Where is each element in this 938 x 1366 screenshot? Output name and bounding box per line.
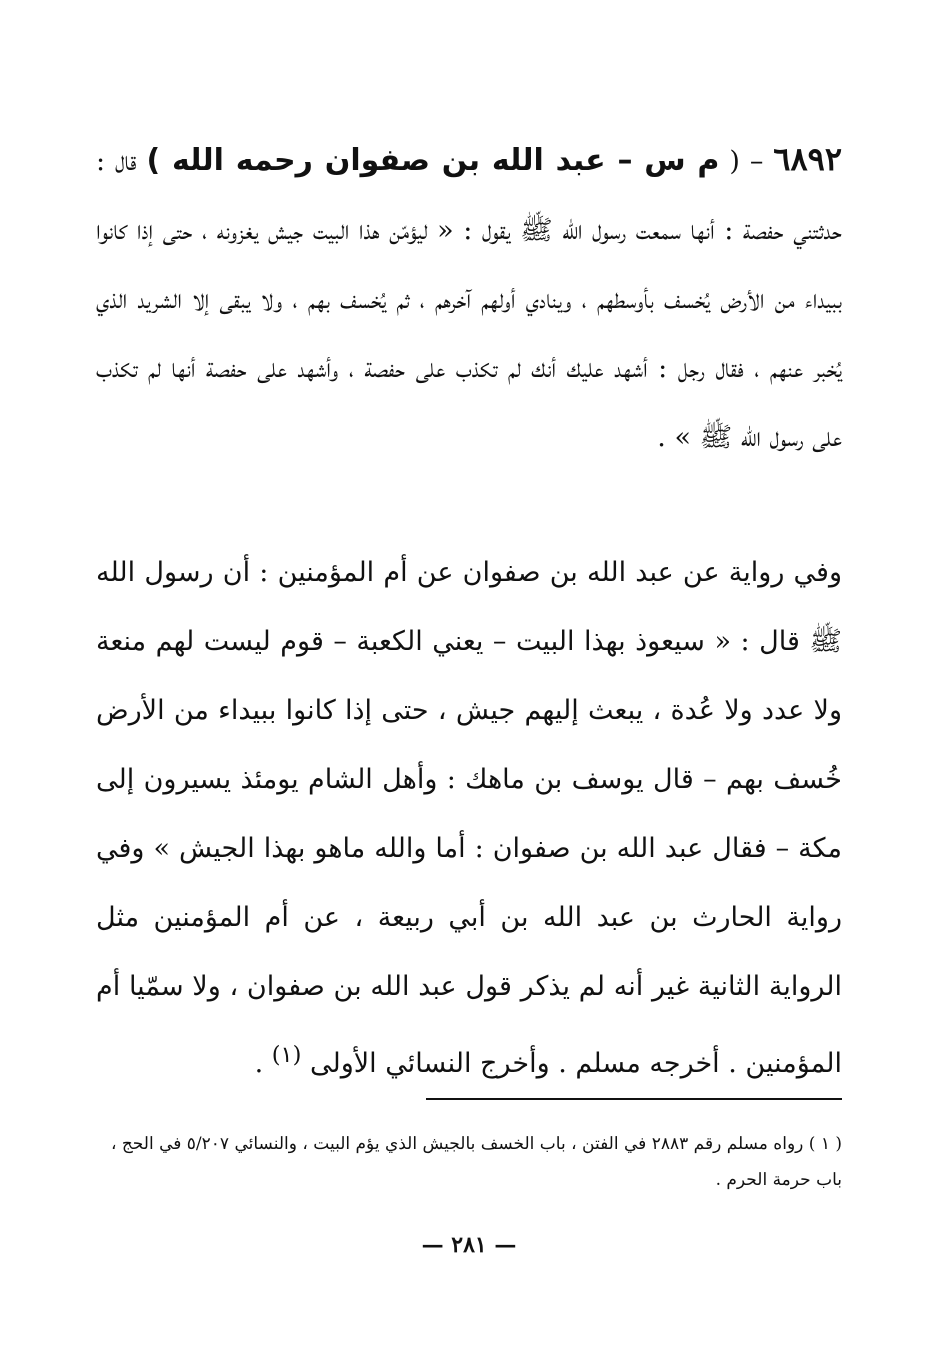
riwaya-text: وفي رواية عن عبد الله بن صفوان عن أم المؤمنين : أن رسول الله ﷺ قال : « سيعوذ بهذا البيت – يعني الكعبة – قوم ليست لهم منعة ولا عدد ولا عُدة ، يبعث إليهم جيش ، حتى إذا كانوا ببيداء من الأرض خُسف بهم – قال يوسف بن ماهك : وأهل الشام يومئذ يسيرون إلى مكة – فقال عبد الله بن صفوان : أما والله ماهو بهذا الجيش » وفي رواية الحارث بن عبد الله بن أبي ربيعة ، عن أم المؤمنين مثل الرواية الثانية غير أنه لم يذكر قول عبد الله بن صفوان ، ولا سمّيا أم المؤمنين . أخرجه مسلم . وأخرج النسائي الأولى (96, 557, 842, 1079)
footnote-divider (426, 1098, 842, 1100)
hadith-number: ٦٨٩٢ (773, 140, 843, 178)
hadith-paragraph (96, 125, 842, 472)
footnote-marker: (١) (271, 1042, 302, 1068)
page-number: — ٢٨١ — (421, 1232, 517, 1258)
riwaya-paragraph (96, 538, 842, 1098)
hadith-text: قال : حدثتني حفصة : أنها سمعت رسول الله ﷺ يقول : « ليؤمّن هذا البيت جيش يغزونه ، حتى إذا كانوا ببيداء من الأرض يُخسف بأوسطهم ، وينادي أولهم آخرهم ، ثم يُخسف بهم ، ولا يبقى إلا الشريد الذي يُخبر عنهم ، فقال رجل : أشهد عليك أنك لم تكذب على حفصة ، وأشهد على حفصة أنها لم تكذب على رسول الله ﷺ » . (96, 146, 842, 453)
footnote: ( ١ ) رواه مسلم رقم ٢٨٨٣ في الفتن ، باب الخسف بالجيش الذي يؤم البيت ، والنسائي ٥/٢٠٧ في الحج ، باب حرمة الحرم . (110, 1134, 842, 1190)
hadith-dash: – ( (729, 146, 764, 177)
hadith-heading: م س – عبد الله بن صفوان رحمه الله ) (146, 143, 720, 178)
riwaya-end: . (254, 1048, 264, 1079)
